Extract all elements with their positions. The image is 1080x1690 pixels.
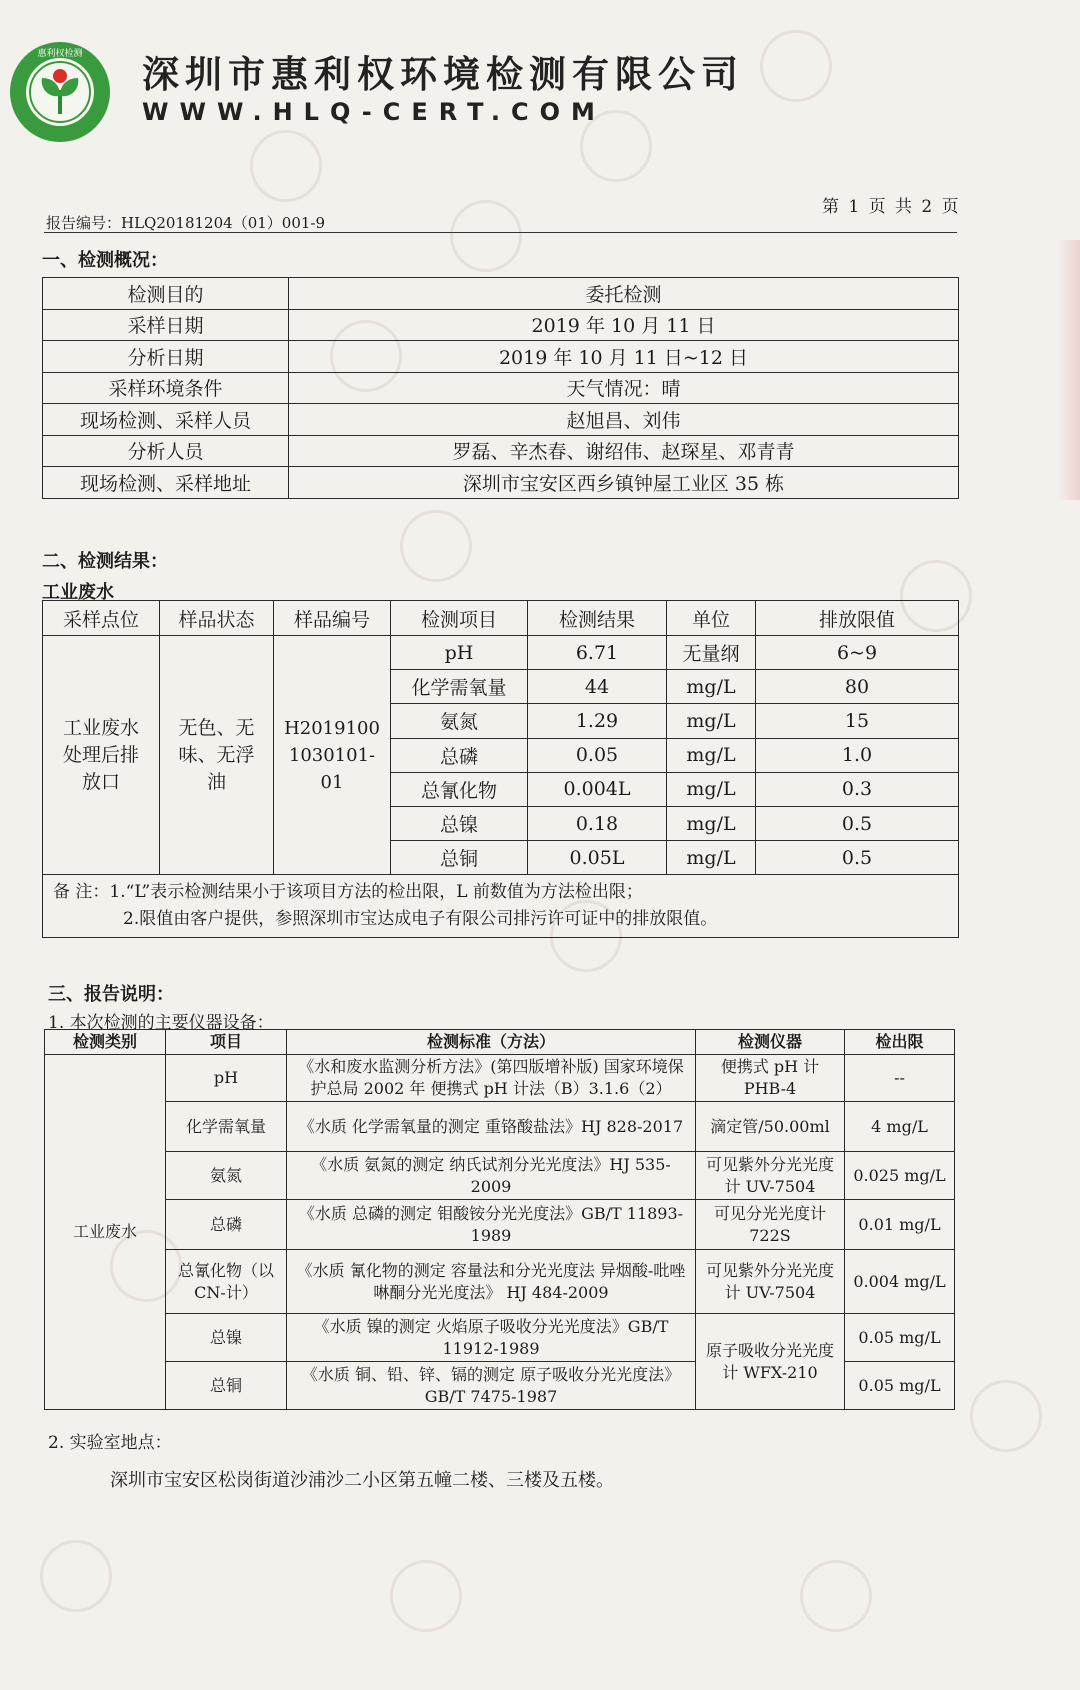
watermark-seal (800, 1560, 872, 1632)
standard-cell: 《水质 总磷的测定 钼酸铵分光光度法》GB/T 11893-1989 (287, 1200, 696, 1250)
field-label: 现场检测、采样人员 (43, 404, 289, 436)
table-row (45, 1314, 955, 1362)
note-cell (43, 875, 959, 938)
table-row (43, 309, 959, 341)
item-cell: 总氰化物（以 CN-计） (166, 1250, 287, 1314)
table-row (43, 435, 959, 467)
lab-address: 深圳市宝安区松岗街道沙浦沙二小区第五幢二楼、三楼及五楼。 (110, 1470, 614, 1491)
standard-cell: 《水质 化学需氧量的测定 重铬酸盐法》HJ 828-2017 (287, 1102, 696, 1152)
table-row (43, 467, 959, 499)
section2-title: 二、检测结果： (42, 551, 168, 572)
watermark-seal (970, 1380, 1042, 1452)
edge-stain (1058, 240, 1080, 500)
standard-cell: 《水和废水监测分析方法》(第四版增补版) 国家环境保护总局 2002 年 便携式 pH 计法（B）3.1.6（2） (287, 1055, 696, 1102)
table-row (43, 372, 959, 404)
results-header-row (43, 601, 959, 636)
unit-cell: mg/L (667, 738, 756, 772)
report-number: 报告编号：HLQ20181204（01）001-9 (46, 214, 326, 232)
field-value: 深圳市宝安区西乡镇钟屋工业区 35 栋 (289, 467, 959, 499)
result-cell: 6.71 (528, 636, 667, 670)
field-label: 现场检测、采样地址 (43, 467, 289, 499)
header-cell: 单位 (667, 601, 756, 636)
unit-cell: mg/L (667, 670, 756, 704)
limit-cell: 0.3 (756, 772, 959, 806)
note-line-2: 2.限值由客户提供，参照深圳市宝达成电子有限公司排污许可证中的排放限值。 (123, 909, 718, 930)
item-cell: 总铜 (166, 1362, 287, 1410)
section1-title: 一、检测概况： (42, 250, 168, 271)
field-label: 检测目的 (43, 278, 289, 310)
field-label: 分析人员 (43, 435, 289, 467)
result-cell: 1.29 (528, 704, 667, 738)
watermark-seal (400, 510, 472, 582)
table-row (43, 404, 959, 436)
table-row (43, 341, 959, 373)
standard-cell: 《水质 氰化物的测定 容量法和分光光度法 异烟酸-吡唑啉酮分光光度法》 HJ 484-2009 (287, 1250, 696, 1314)
field-label: 采样日期 (43, 309, 289, 341)
header-cell: 检出限 (845, 1030, 955, 1055)
item-cell: 氨氮 (166, 1152, 287, 1200)
watermark-seal (250, 130, 322, 202)
item-cell: pH (166, 1055, 287, 1102)
item-cell: pH (391, 636, 528, 670)
table-row (43, 636, 959, 670)
limit-cell: 0.5 (756, 841, 959, 875)
instrument-cell: 便携式 pH 计 PHB-4 (696, 1055, 845, 1102)
instrument-cell: 可见紫外分光光度计 UV-7504 (696, 1152, 845, 1200)
category-cell: 工业废水 (45, 1055, 166, 1410)
detection-limit-cell: 0.05 mg/L (845, 1362, 955, 1410)
unit-cell: mg/L (667, 704, 756, 738)
header-cell: 项目 (166, 1030, 287, 1055)
item-cell: 化学需氧量 (166, 1102, 287, 1152)
results-table (42, 600, 959, 938)
field-value: 天气情况：晴 (289, 372, 959, 404)
header-cell: 检测结果 (528, 601, 667, 636)
location-text: 工业废水处理后排放口 (62, 716, 139, 793)
equipment-caption: 1. 本次检测的主要仪器设备： (48, 1013, 274, 1033)
unit-cell: mg/L (667, 772, 756, 806)
item-cell: 总磷 (391, 738, 528, 772)
note-row (43, 875, 959, 938)
item-cell: 总磷 (166, 1200, 287, 1250)
header-cell: 检测项目 (391, 601, 528, 636)
detection-limit-cell: 0.01 mg/L (845, 1200, 955, 1250)
result-cell: 0.18 (528, 806, 667, 840)
standard-cell: 《水质 铜、铅、锌、镉的测定 原子吸收分光光度法》GB/T 7475-1987 (287, 1362, 696, 1410)
standard-cell: 《水质 氨氮的测定 纳氏试剂分光光度法》HJ 535-2009 (287, 1152, 696, 1200)
equipment-header-row (45, 1030, 955, 1055)
note-line-1: 备 注：1.“L”表示检测结果小于该项目方法的检出限，L 前数值为方法检出限； (53, 882, 643, 903)
result-cell: 0.05 (528, 738, 667, 772)
table-row (45, 1200, 955, 1250)
header-cell: 检测类别 (45, 1030, 166, 1055)
watermark-seal (390, 1560, 462, 1632)
lab-caption: 2. 实验室地点： (48, 1433, 172, 1453)
field-value: 赵旭昌、刘伟 (289, 404, 959, 436)
table-row (45, 1102, 955, 1152)
item-cell: 总氰化物 (391, 772, 528, 806)
header-cell: 样品编号 (274, 601, 391, 636)
header-cell: 检测仪器 (696, 1030, 845, 1055)
table-row (45, 1250, 955, 1314)
table-row (43, 278, 959, 310)
logo-text: 惠利权检测 (37, 49, 83, 59)
header-cell: 检测标准（方法） (287, 1030, 696, 1055)
limit-cell: 15 (756, 704, 959, 738)
watermark-seal (760, 30, 832, 102)
overview-table (42, 277, 959, 499)
item-cell: 总镍 (391, 806, 528, 840)
detection-limit-cell: -- (845, 1055, 955, 1102)
watermark-seal (40, 1540, 112, 1612)
instrument-cell: 原子吸收分光光度计 WFX-210 (696, 1314, 845, 1410)
company-logo (8, 40, 112, 144)
result-cell: 44 (528, 670, 667, 704)
limit-cell: 1.0 (756, 738, 959, 772)
item-cell: 总镍 (166, 1314, 287, 1362)
instrument-cell: 滴定管/50.00ml (696, 1102, 845, 1152)
limit-cell: 6~9 (756, 636, 959, 670)
header-cell: 排放限值 (756, 601, 959, 636)
field-value: 委托检测 (289, 278, 959, 310)
result-cell: 0.05L (528, 841, 667, 875)
watermark-seal (450, 200, 522, 272)
sample-id-text: H20191001030101-01 (284, 717, 380, 793)
instrument-cell: 可见紫外分光光度计 UV-7504 (696, 1250, 845, 1314)
location-cell (43, 636, 160, 875)
sample-state-cell (160, 636, 274, 875)
unit-cell: mg/L (667, 841, 756, 875)
item-cell: 总铜 (391, 841, 528, 875)
limit-cell: 0.5 (756, 806, 959, 840)
detection-limit-cell: 0.004 mg/L (845, 1250, 955, 1314)
table-row (45, 1055, 955, 1102)
detection-limit-cell: 0.05 mg/L (845, 1314, 955, 1362)
table-row (45, 1152, 955, 1200)
sample-id-cell (274, 636, 391, 875)
unit-cell: 无量纲 (667, 636, 756, 670)
detection-limit-cell: 0.025 mg/L (845, 1152, 955, 1200)
company-name: 深圳市惠利权环境检测有限公司 (142, 53, 744, 96)
field-value: 2019 年 10 月 11 日 (289, 309, 959, 341)
field-label: 采样环境条件 (43, 372, 289, 404)
detection-limit-cell: 4 mg/L (845, 1102, 955, 1152)
header-cell: 样品状态 (160, 601, 274, 636)
field-value: 2019 年 10 月 11 日~12 日 (289, 341, 959, 373)
sample-state-text: 无色、无味、无浮油 (178, 716, 255, 793)
section3-title: 三、报告说明： (48, 984, 174, 1005)
header-rule (44, 232, 957, 233)
item-cell: 氨氮 (391, 704, 528, 738)
item-cell: 化学需氧量 (391, 670, 528, 704)
limit-cell: 80 (756, 670, 959, 704)
section2-subtitle: 工业废水 (42, 582, 114, 603)
page-info: 第 1 页 共 2 页 (822, 197, 961, 217)
equipment-table (44, 1029, 955, 1410)
unit-cell: mg/L (667, 806, 756, 840)
company-website: WWW.HLQ-CERT.COM (142, 98, 606, 126)
standard-cell: 《水质 镍的测定 火焰原子吸收分光光度法》GB/T 11912-1989 (287, 1314, 696, 1362)
result-cell: 0.004L (528, 772, 667, 806)
field-label: 分析日期 (43, 341, 289, 373)
field-value: 罗磊、辛杰春、谢绍伟、赵琛星、邓青青 (289, 435, 959, 467)
instrument-cell: 可见分光光度计 722S (696, 1200, 845, 1250)
header-cell: 采样点位 (43, 601, 160, 636)
